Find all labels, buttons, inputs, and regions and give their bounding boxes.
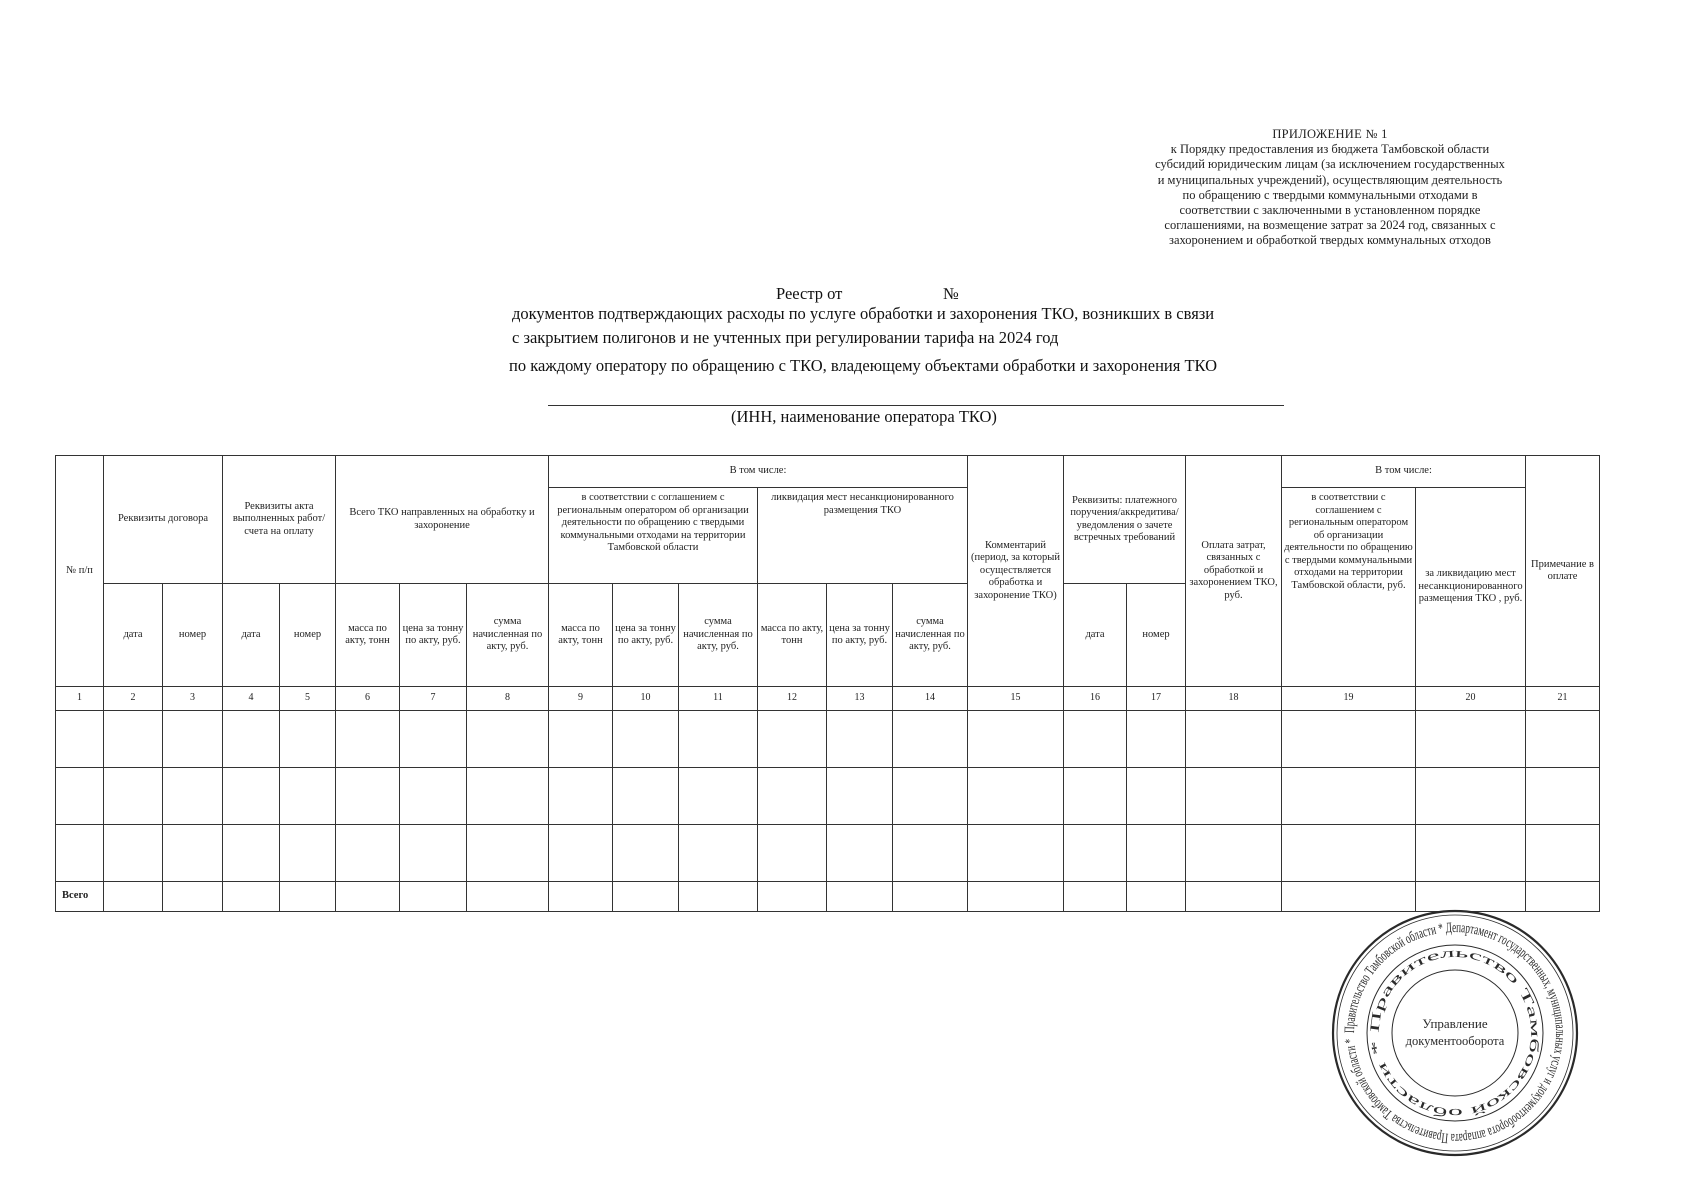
column-number: 7 xyxy=(400,687,467,711)
header-including: В том числе: xyxy=(549,456,968,488)
header-agreement-sum: сумма начисленная по акту, руб. xyxy=(679,584,758,687)
stamp-outer-text: Правительство Тамбовской области * Департамент государственных, муниципальных услуг и документооборота аппарата Правительства Тамбовской области * xyxy=(1341,919,1569,1147)
table-cell xyxy=(223,711,280,768)
table-cell xyxy=(827,768,893,825)
header-note: Примечание в оплате xyxy=(1526,456,1600,687)
table-cell xyxy=(163,882,223,912)
table-cell xyxy=(56,711,104,768)
header-total-mass: масса по акту, тонн xyxy=(336,584,400,687)
table-cell xyxy=(758,711,827,768)
table-cell xyxy=(549,882,613,912)
table-cell xyxy=(467,768,549,825)
table-cell xyxy=(1416,882,1526,912)
table-cell xyxy=(827,711,893,768)
table-cell xyxy=(613,882,679,912)
table-cell xyxy=(679,768,758,825)
header-paid-costs: Оплата затрат, связанных с обработкой и захоронением ТКО, руб. xyxy=(1186,456,1282,687)
column-number: 4 xyxy=(223,687,280,711)
table-cell xyxy=(163,711,223,768)
column-number: 19 xyxy=(1282,687,1416,711)
column-number: 12 xyxy=(758,687,827,711)
column-number: 10 xyxy=(613,687,679,711)
table-row xyxy=(56,768,1600,825)
table-cell xyxy=(1186,825,1282,882)
table-cell xyxy=(968,768,1064,825)
table-cell xyxy=(827,882,893,912)
table-cell xyxy=(613,768,679,825)
column-number: 14 xyxy=(893,687,968,711)
table-cell xyxy=(1282,768,1416,825)
table-cell xyxy=(549,825,613,882)
column-number: 18 xyxy=(1186,687,1282,711)
header-agreement-rub: в соответствии с соглашением с региональным оператором об организации деятельности по обращению с твердыми коммунальными отходами на территории Тамбовской области, руб. xyxy=(1282,488,1416,687)
header-including-2: В том числе: xyxy=(1282,456,1526,488)
header-liquidation: ликвидация мест несанкционированного размещения ТКО xyxy=(758,488,968,584)
column-number: 3 xyxy=(163,687,223,711)
table-cell xyxy=(613,825,679,882)
table-cell xyxy=(400,882,467,912)
table-cell xyxy=(968,825,1064,882)
table-cell xyxy=(163,768,223,825)
table-cell xyxy=(1127,768,1186,825)
stamp-inner-text: Правительство Тамбовской области * xyxy=(1366,944,1544,1121)
table-cell xyxy=(758,825,827,882)
registry-number-sign: № xyxy=(943,284,959,303)
table-cell xyxy=(1526,768,1600,825)
appendix-line: захоронением и обработкой твердых коммунальных отходов xyxy=(1169,233,1491,248)
table-cell xyxy=(1064,768,1127,825)
stamp-center-line2: документооборота xyxy=(1405,1034,1505,1048)
header-total-tko: Всего ТКО направленных на обработку и захоронение xyxy=(336,456,549,584)
table-cell xyxy=(1526,711,1600,768)
table-cell xyxy=(893,768,968,825)
column-number: 20 xyxy=(1416,687,1526,711)
header-act-number: номер xyxy=(280,584,336,687)
header-liquidation-mass: масса по акту, тонн xyxy=(758,584,827,687)
column-number: 15 xyxy=(968,687,1064,711)
column-number: 17 xyxy=(1127,687,1186,711)
appendix-line: соответствии с заключенными в установленном порядке xyxy=(1179,203,1481,218)
registry-table xyxy=(55,455,1600,912)
table-cell xyxy=(467,825,549,882)
header-agreement-mass: масса по акту, тонн xyxy=(549,584,613,687)
column-number: 13 xyxy=(827,687,893,711)
header-total-sum: сумма начисленная по акту, руб. xyxy=(467,584,549,687)
header-payment-date: дата xyxy=(1064,584,1127,687)
table-cell xyxy=(893,825,968,882)
table-cell xyxy=(613,711,679,768)
table-cell xyxy=(56,768,104,825)
column-number: 5 xyxy=(280,687,336,711)
header-act-date: дата xyxy=(223,584,280,687)
table-cell xyxy=(1127,882,1186,912)
table-cell xyxy=(968,882,1064,912)
table-cell xyxy=(1416,711,1526,768)
header-payment: Реквизиты: платежного поручения/аккредитива/уведомления о зачете встречных требований xyxy=(1064,456,1186,584)
table-row xyxy=(56,825,1600,882)
table-row xyxy=(56,711,1600,768)
table-cell xyxy=(1064,711,1127,768)
table-cell xyxy=(893,882,968,912)
table-cell xyxy=(893,711,968,768)
table-cell xyxy=(1186,711,1282,768)
table-cell xyxy=(1282,825,1416,882)
operator-caption: (ИНН, наименование оператора ТКО) xyxy=(731,407,997,426)
table-cell xyxy=(223,825,280,882)
table-cell xyxy=(56,825,104,882)
table-cell xyxy=(336,882,400,912)
table-cell xyxy=(223,882,280,912)
column-number: 8 xyxy=(467,687,549,711)
table-cell xyxy=(280,768,336,825)
table-cell xyxy=(467,882,549,912)
header-liquidation-sum: сумма начисленная по акту, руб. xyxy=(893,584,968,687)
table-cell xyxy=(549,711,613,768)
table-cell xyxy=(1282,711,1416,768)
table-cell xyxy=(758,768,827,825)
header-act: Реквизиты акта выполненных работ/счета на оплату xyxy=(223,456,336,584)
registry-subtitle-line2: с закрытием полигонов и не учтенных при регулировании тарифа на 2024 год xyxy=(512,328,1059,347)
operator-fill-line xyxy=(548,405,1284,406)
table-cell xyxy=(280,825,336,882)
column-number: 21 xyxy=(1526,687,1600,711)
appendix-line: субсидий юридическим лицам (за исключением государственных xyxy=(1155,157,1505,172)
table-cell xyxy=(104,768,163,825)
table-cell xyxy=(467,711,549,768)
table-cell xyxy=(336,711,400,768)
table-cell xyxy=(104,825,163,882)
header-agreement-price: цена за тонну по акту, руб. xyxy=(613,584,679,687)
column-number: 11 xyxy=(679,687,758,711)
header-liquidation-rub: за ликвидацию мест несанкционированного размещения ТКО , руб. xyxy=(1416,488,1526,687)
table-cell xyxy=(1064,882,1127,912)
table-cell xyxy=(1416,768,1526,825)
header-liquidation-price: цена за тонну по акту, руб. xyxy=(827,584,893,687)
stamp-inner-border xyxy=(1392,970,1518,1096)
table-cell xyxy=(104,711,163,768)
total-row xyxy=(56,882,1600,912)
table-cell xyxy=(104,882,163,912)
registry-title: Реестр от xyxy=(776,284,843,303)
table-cell xyxy=(679,882,758,912)
appendix-block xyxy=(1120,127,1540,249)
table-cell xyxy=(679,711,758,768)
table-cell xyxy=(758,882,827,912)
appendix-line: по обращению с твердыми коммунальными отходами в xyxy=(1182,187,1478,202)
table-cell xyxy=(400,768,467,825)
table-cell xyxy=(1526,882,1600,912)
table-cell xyxy=(1127,711,1186,768)
table-cell xyxy=(1186,882,1282,912)
header-agreement: в соответствии с соглашением с региональным оператором об организации деятельности по обращению с твердыми коммунальными отходами на территории Тамбовской области xyxy=(549,488,758,584)
table-cell xyxy=(280,711,336,768)
registry-subtitle-line3: по каждому оператору по обращению с ТКО, владеющему объектами обработки и захоронения ТКО xyxy=(509,356,1218,375)
column-number: 16 xyxy=(1064,687,1127,711)
header-num: № п/п xyxy=(56,456,104,687)
table-cell xyxy=(336,825,400,882)
appendix-line: и муниципальных учреждений), осуществляющим деятельность xyxy=(1157,172,1503,187)
table-cell xyxy=(1282,882,1416,912)
header-contract-date: дата xyxy=(104,584,163,687)
table-cell xyxy=(163,825,223,882)
official-stamp xyxy=(1330,908,1580,1158)
appendix-title: ПРИЛОЖЕНИЕ № 1 xyxy=(1272,127,1388,141)
table-cell xyxy=(549,768,613,825)
header-contract-number: номер xyxy=(163,584,223,687)
table-cell xyxy=(827,825,893,882)
table-cell xyxy=(280,882,336,912)
header-comment: Комментарий (период, за который осуществляется обработка и захоронение ТКО) xyxy=(968,456,1064,687)
table-cell xyxy=(400,711,467,768)
header-contract: Реквизиты договора xyxy=(104,456,223,584)
table-cell xyxy=(223,768,280,825)
registry-subtitle-line1: документов подтверждающих расходы по услуге обработки и захоронения ТКО, возникших в связи xyxy=(512,304,1215,323)
appendix-line: соглашениями, на возмещение затрат за 2024 год, связанных с xyxy=(1164,218,1496,233)
table-cell xyxy=(968,711,1064,768)
table-cell xyxy=(1186,768,1282,825)
column-number: 1 xyxy=(56,687,104,711)
header-payment-number: номер xyxy=(1127,584,1186,687)
table-cell xyxy=(336,768,400,825)
column-number-row xyxy=(56,687,1600,711)
column-number: 6 xyxy=(336,687,400,711)
table-cell xyxy=(1127,825,1186,882)
header-total-price: цена за тонну по акту, руб. xyxy=(400,584,467,687)
total-label: Всего xyxy=(56,882,104,912)
column-number: 2 xyxy=(104,687,163,711)
table-cell xyxy=(1416,825,1526,882)
table-cell xyxy=(1064,825,1127,882)
column-number: 9 xyxy=(549,687,613,711)
appendix-line: к Порядку предоставления из бюджета Тамбовской области xyxy=(1170,142,1490,157)
table-cell xyxy=(1526,825,1600,882)
table-cell xyxy=(400,825,467,882)
stamp-center-line1: Управление xyxy=(1422,1016,1488,1031)
table-cell xyxy=(679,825,758,882)
